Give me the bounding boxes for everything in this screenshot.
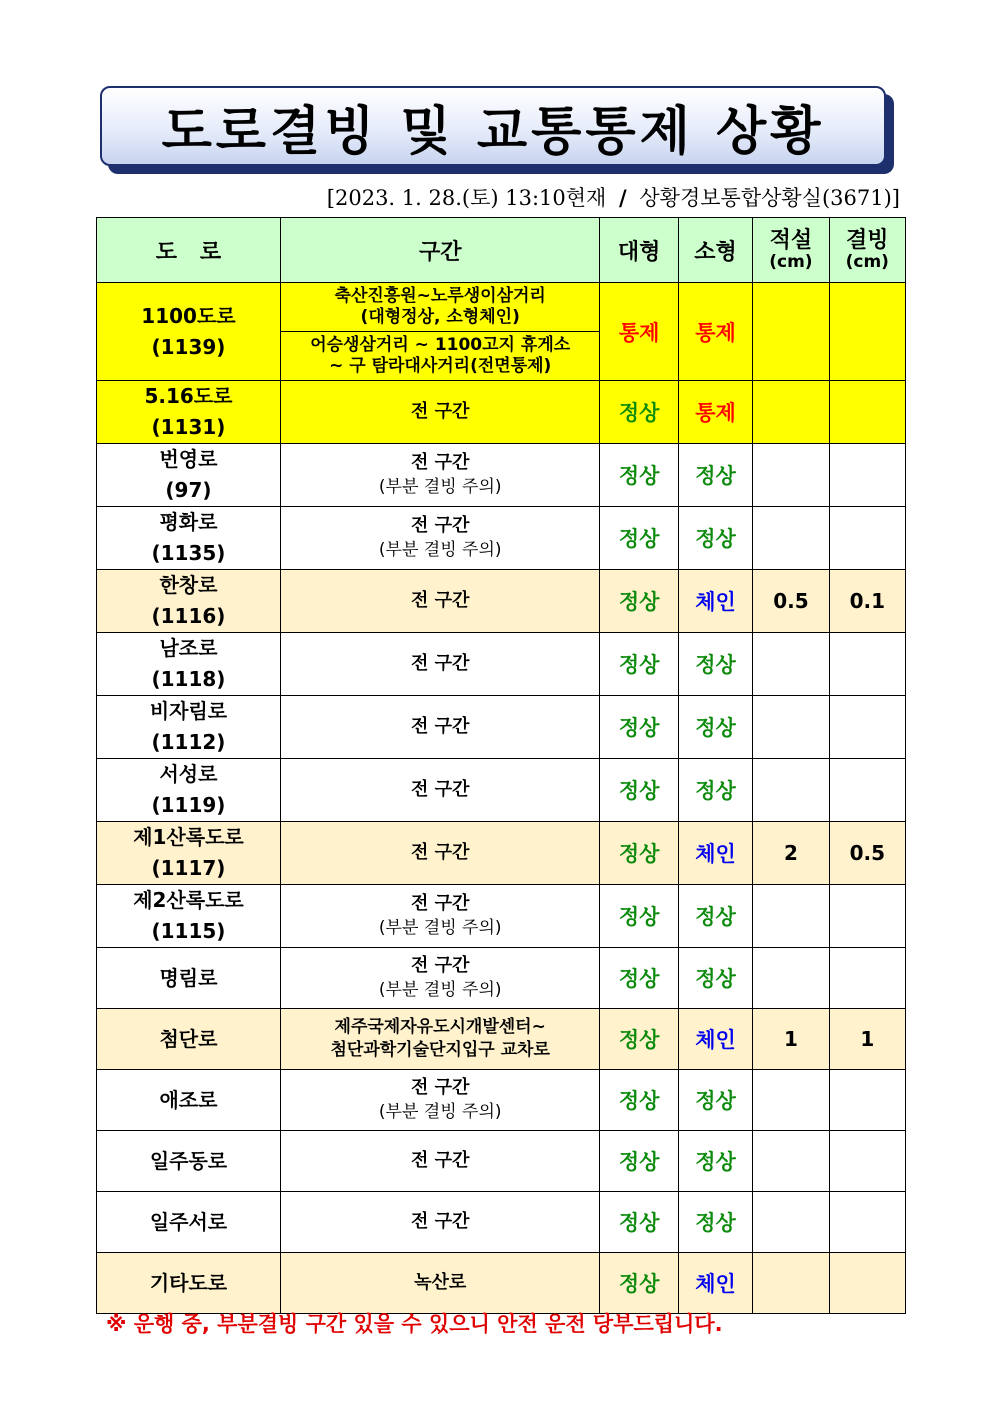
table-row (97, 696, 906, 759)
road-code: (1119) (151, 793, 226, 817)
road-name: 비자림로 (149, 699, 228, 723)
snow-depth (753, 507, 829, 570)
small-vehicle-status: 정상 (678, 885, 752, 948)
table-row (97, 1192, 906, 1253)
snow-depth (753, 759, 829, 822)
large-vehicle-status: 정상 (600, 1131, 678, 1192)
section-cell: 전 구간 (280, 633, 600, 696)
ice-depth (829, 1253, 905, 1314)
table-header-row (97, 218, 906, 283)
road-name-cell (97, 633, 281, 696)
snow-depth (753, 283, 829, 381)
road-name: 남조로 (159, 636, 218, 660)
section-cell: 전 구간 (280, 696, 600, 759)
section-cell: 전 구간 (280, 822, 600, 885)
road-name-cell (97, 444, 281, 507)
section-line-1: 제주국제자유도시개발센터~ (334, 1017, 546, 1037)
section-line-2: 첨단과학기술단지입구 교차로 (330, 1040, 550, 1060)
small-vehicle-status: 체인 (678, 570, 752, 633)
snow-depth: 1 (753, 1009, 829, 1070)
snow-depth (753, 1131, 829, 1192)
table-row (97, 822, 906, 885)
road-name: 1100도로 (141, 303, 236, 328)
safety-notice: ※ 운행 중, 부분결빙 구간 있을 수 있으니 안전 운전 당부드립니다. (106, 1312, 723, 1336)
section-note: (부분 결빙 주의) (378, 1102, 502, 1122)
road-name-cell (97, 1253, 281, 1314)
section-cell (280, 283, 600, 381)
snow-depth (753, 696, 829, 759)
road-name-cell (97, 1070, 281, 1131)
road-name-cell (97, 759, 281, 822)
road-code: (1131) (151, 415, 226, 439)
section-part-b: 어승생삼거리 ~ 1100고지 휴게소 ~ 구 탐라대사거리(전면통제) (310, 335, 571, 376)
section-cell: 전 구간 (280, 759, 600, 822)
ice-depth (829, 283, 905, 381)
road-code: (1112) (151, 730, 226, 754)
road-name-cell (97, 1131, 281, 1192)
snow-depth (753, 381, 829, 444)
large-vehicle-status: 정상 (600, 696, 678, 759)
ice-depth (829, 885, 905, 948)
small-vehicle-status: 정상 (678, 948, 752, 1009)
header-snow: 적설 (cm) (753, 218, 829, 283)
section-cell (280, 885, 600, 948)
large-vehicle-status: 정상 (600, 444, 678, 507)
large-vehicle-status: 정상 (600, 570, 678, 633)
road-name: 일주서로 (149, 1209, 228, 1234)
ice-depth (829, 507, 905, 570)
section-cell (280, 444, 600, 507)
report-date-line (327, 182, 900, 212)
ice-depth: 0.1 (829, 570, 905, 633)
road-code: (1117) (151, 856, 226, 880)
ice-depth (829, 948, 905, 1009)
small-vehicle-status: 정상 (678, 1192, 752, 1253)
table-row (97, 1070, 906, 1131)
large-vehicle-status: 정상 (600, 759, 678, 822)
section-cell: 전 구간 (280, 1131, 600, 1192)
large-vehicle-status: 정상 (600, 1070, 678, 1131)
title-banner (100, 86, 886, 166)
road-code: (97) (165, 478, 212, 502)
road-name: 서성로 (159, 762, 218, 786)
small-vehicle-status: 체인 (678, 822, 752, 885)
header-large: 대형 (600, 218, 678, 283)
road-code: (1135) (151, 541, 226, 565)
road-name: 평화로 (159, 510, 218, 534)
section-text: 전 구간 (410, 893, 470, 914)
snow-depth (753, 948, 829, 1009)
road-name-cell (97, 822, 281, 885)
large-vehicle-status: 정상 (600, 822, 678, 885)
section-text: 전 구간 (410, 452, 470, 473)
small-vehicle-status: 통제 (678, 381, 752, 444)
road-name-cell (97, 1009, 281, 1070)
title-box (100, 86, 886, 166)
table-row (97, 633, 906, 696)
ice-depth (829, 1131, 905, 1192)
road-name-cell (97, 283, 281, 381)
table-row (97, 570, 906, 633)
small-vehicle-status: 정상 (678, 759, 752, 822)
small-vehicle-status: 정상 (678, 507, 752, 570)
report-date: [2023. 1. 28.(토) 13:10현재 (326, 186, 607, 210)
road-code: (1115) (151, 919, 226, 943)
small-vehicle-status: 정상 (678, 633, 752, 696)
road-name: 제1산록도로 (133, 825, 244, 849)
table-row (97, 507, 906, 570)
ice-depth: 1 (829, 1009, 905, 1070)
road-name: 기타도로 (149, 1270, 228, 1295)
road-name-cell (97, 381, 281, 444)
section-cell: 녹산로 (280, 1253, 600, 1314)
road-code: (1118) (151, 667, 226, 691)
road-name-cell (97, 696, 281, 759)
ice-depth (829, 696, 905, 759)
road-status-table (96, 217, 906, 1314)
section-note: (부분 결빙 주의) (378, 477, 502, 497)
table-row (97, 444, 906, 507)
report-office: 상황경보통합상황실(3671)] (639, 186, 900, 210)
table-row (97, 1131, 906, 1192)
ice-depth (829, 759, 905, 822)
section-cell: 전 구간 (280, 570, 600, 633)
road-name-cell (97, 1192, 281, 1253)
small-vehicle-status: 정상 (678, 444, 752, 507)
table-row (97, 1009, 906, 1070)
header-small: 소형 (678, 218, 752, 283)
section-cell (280, 1070, 600, 1131)
road-name: 명림로 (159, 965, 218, 990)
section-cell (280, 948, 600, 1009)
small-vehicle-status: 정상 (678, 1131, 752, 1192)
section-text: 전 구간 (410, 955, 470, 976)
section-cell: 전 구간 (280, 381, 600, 444)
section-text: 전 구간 (410, 1077, 470, 1098)
large-vehicle-status: 정상 (600, 885, 678, 948)
snow-depth (753, 1192, 829, 1253)
large-vehicle-status: 통제 (600, 283, 678, 381)
road-name: 애조로 (159, 1087, 218, 1112)
large-vehicle-status: 정상 (600, 1009, 678, 1070)
header-section: 구간 (280, 218, 600, 283)
snow-depth (753, 633, 829, 696)
table-row (97, 885, 906, 948)
date-separator: / (619, 185, 627, 210)
road-code: (1116) (151, 604, 226, 628)
section-cell (280, 507, 600, 570)
table-row (97, 1253, 906, 1314)
small-vehicle-status: 통제 (678, 283, 752, 381)
road-name: 한창로 (159, 573, 218, 597)
ice-depth (829, 444, 905, 507)
header-road: 도 로 (97, 218, 281, 283)
small-vehicle-status: 체인 (678, 1253, 752, 1314)
road-code: (1139) (151, 334, 226, 359)
large-vehicle-status: 정상 (600, 507, 678, 570)
ice-depth (829, 1192, 905, 1253)
ice-depth (829, 1070, 905, 1131)
ice-depth (829, 633, 905, 696)
section-note: (부분 결빙 주의) (378, 980, 502, 1000)
snow-depth (753, 885, 829, 948)
snow-depth: 0.5 (753, 570, 829, 633)
large-vehicle-status: 정상 (600, 381, 678, 444)
table-row (97, 283, 906, 381)
section-cell (280, 1009, 600, 1070)
snow-depth (753, 1253, 829, 1314)
road-name-cell (97, 570, 281, 633)
section-text: 전 구간 (410, 515, 470, 536)
ice-depth: 0.5 (829, 822, 905, 885)
large-vehicle-status: 정상 (600, 1253, 678, 1314)
table-row (97, 948, 906, 1009)
small-vehicle-status: 정상 (678, 696, 752, 759)
large-vehicle-status: 정상 (600, 948, 678, 1009)
large-vehicle-status: 정상 (600, 1192, 678, 1253)
table-row (97, 759, 906, 822)
snow-depth (753, 444, 829, 507)
road-name-cell (97, 507, 281, 570)
small-vehicle-status: 체인 (678, 1009, 752, 1070)
section-note: (부분 결빙 주의) (378, 918, 502, 938)
section-note: (부분 결빙 주의) (378, 540, 502, 560)
road-name: 번영로 (159, 447, 218, 471)
table-row (97, 381, 906, 444)
road-name-cell (97, 885, 281, 948)
ice-depth (829, 381, 905, 444)
road-name: 제2산록도로 (133, 888, 244, 912)
snow-depth: 2 (753, 822, 829, 885)
road-name: 첨단로 (159, 1026, 218, 1051)
section-cell: 전 구간 (280, 1192, 600, 1253)
road-name: 5.16도로 (144, 384, 233, 408)
header-ice: 결빙 (cm) (829, 218, 905, 283)
small-vehicle-status: 정상 (678, 1070, 752, 1131)
section-part-a: 축산진흥원~노루생이삼거리 (대형정상, 소형체인) (281, 283, 600, 332)
road-name-cell (97, 948, 281, 1009)
road-name: 일주동로 (149, 1148, 228, 1173)
page-title: 도로결빙 및 교통통제 상황 (161, 101, 825, 162)
large-vehicle-status: 정상 (600, 633, 678, 696)
snow-depth (753, 1070, 829, 1131)
